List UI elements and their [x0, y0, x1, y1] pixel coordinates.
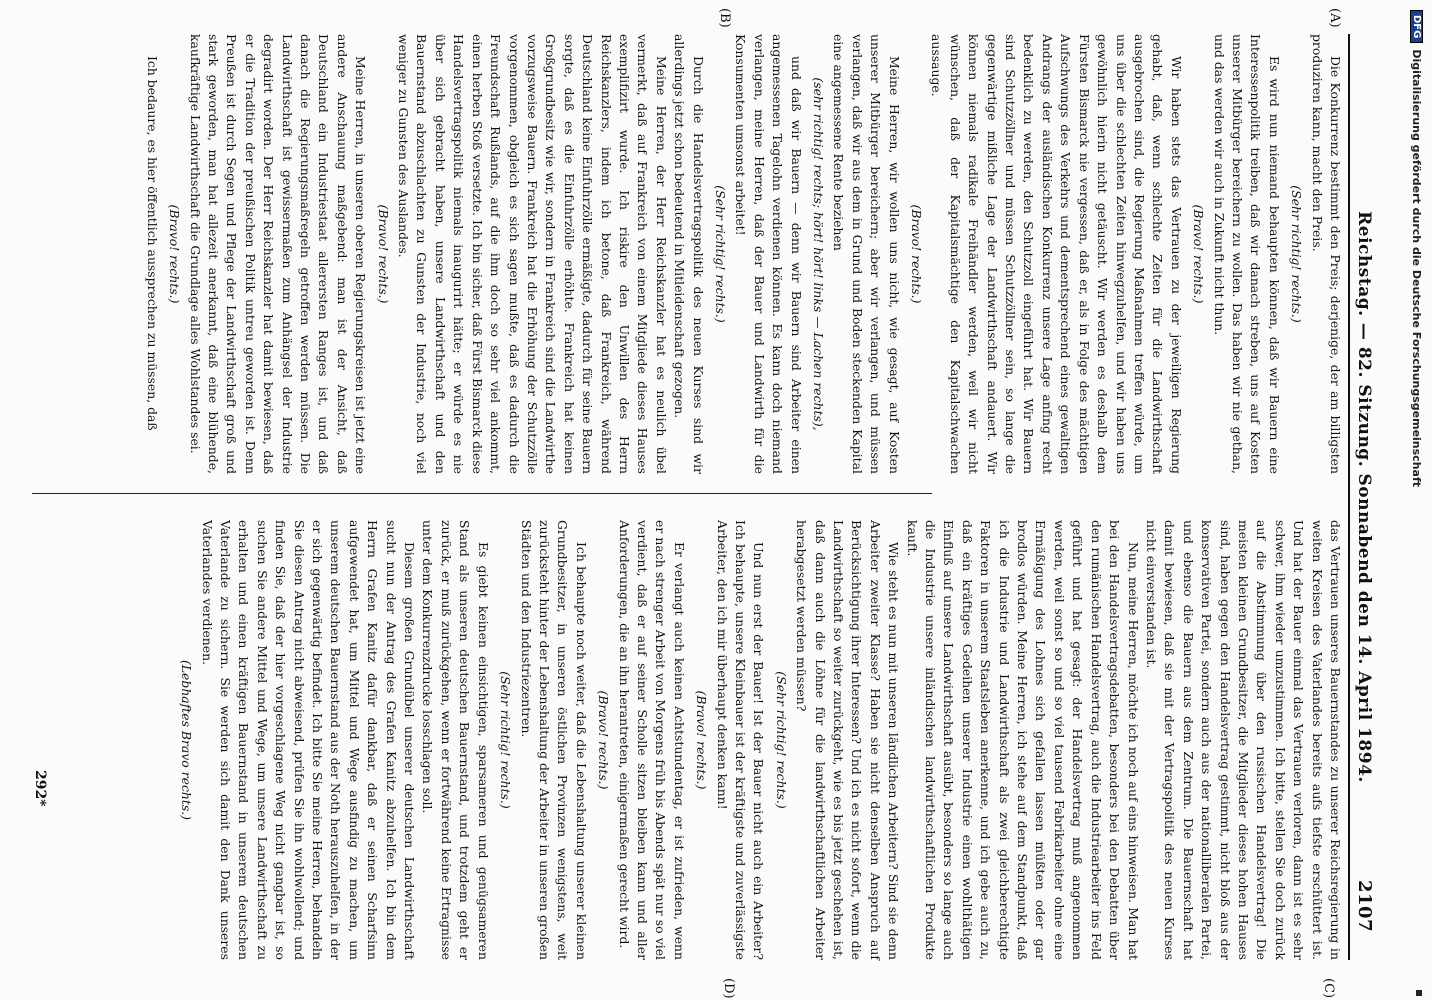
page-number: 2107 — [1354, 880, 1375, 933]
left-column — [142, 34, 1344, 474]
margin-mark-d: (D) — [721, 978, 736, 999]
interjection: (Sehr richtig! rechts.) — [1289, 185, 1305, 323]
credit-text: Digitalisierung gefördert durch die Deutsche Forschungsgemeinschaft — [1410, 49, 1424, 488]
right-column-paragraph: Diesem großen Grundübel unserer deutschen Landwirthschaft sucht nun der Antrag des Grafen Kanitz abzuhelfen. Ich bin dem Herrn Grafen Kanitz dafür dankbar, daß er seinen Scharfsinn aufgewendet hat, um Mittel und Wege ausfindig zu machen, um unserem deutschen Bauernstand aus der Noth herauszuhelfen, in der er sich gegenwärtig befindet. Ich bitte Sie meine Herren, behandeln Sie diesen Antrag nicht abweisend, prüfen Sie ihn wohlwollend; und finden Sie, daß der hier vorgeschlagene Weg nicht gangbar ist, so suchen Sie andere Mittel und Wege, um unsere Landwirthschaft zu erhalten und einen kräftigen Bauernstand in unserem deutschen Vaterlande zu sichern. Sie werden sich damit den Dank unseres Vaterlandes verdienen. — [199, 520, 418, 960]
interjection: (Bravo! rechts.) — [1191, 204, 1207, 304]
interjection: (Bravo! rechts.) — [375, 204, 391, 304]
right-column-paragraph: Er verlangt auch keinen Achtstundentag, er ist zufrieden, wenn er nach strenger Arbeit von Morgens früh bis Abends spät nur so viel verdient, daß er auf seiner Scholle sitzen bleiben kann und aller Anforderungen, die an ihn herantreten, einigermaßen gerecht wird. — [616, 520, 687, 960]
right-column-paragraph: Und nun erst der Bauer! Ist der Bauer nicht auch ein Arbeiter? Ich behaupte, unsere Kleinbauer ist der kräftigste und zuverlässigste Arbeiter, den ich mir überhaupt denken kann! — [714, 520, 767, 960]
interjection: (Bravo! rechts.) — [167, 204, 183, 304]
left-column-paragraph: Meine Herren, der Herr Reichskanzler hat es neulich übel vermerkt, daß auf Frankreich von einem Mitgliede dieses Hauses exemplifizirt wurde. Ich riskire den Unwillen des Herrn Reichskanzlers, indem ich betone, daß Frankreich, während Deutschland keine Einfuhrzölle ermäßigte, dadurch für seine Bauern sorgte, daß es die Einfuhrzölle erhöhte. Frankreich hat keinen Großgrundbesitz wie wir, sondern in Frankreich sind die Landwirthe vorzugsweise Bauern. Frankreich hat die Erhöhung der Schutzzölle vorgenommen, obgleich es sich sagen mußte, daß es dadurch die Freundschaft Rußlands, auf die ihm doch so sehr viel ankommt, einen herben Stoß versetzte. Ich bin sicher, daß Fürst Bismarck diese Handelsvertragspolitik niemals inaugurirt hätte; er würde es nie über sich gebracht haben, unsere Landwirthschaft und den Bauernstand abzuschlachten zu Gunsten der Industrie, noch viel weniger zu Gunsten des Auslandes. — [396, 34, 669, 474]
sheet-number: 292* — [32, 770, 48, 807]
dfg-logo: DFG — [1411, 10, 1424, 43]
interjection: (Bravo! rechts.) — [909, 204, 925, 304]
right-column — [173, 520, 1344, 960]
left-column-paragraph: Wir haben stets das Vertrauen zu der jeweiligen Regierung gehabt, daß, wenn schlechte Zeiten für die Landwirthschaft ausgebrochen sind, die Regierung Maßnahmen treffen würde, um uns über die schlechten Zeiten hinwegzuhelfen, und wir haben uns gewöhnlich hierin nicht getäuscht. Wir werden es deshalb dem Fürsten Bismarck nie vergessen, daß er, als in Folge des mächtigen Aufschwungs des Verkehrs und dementsprechend eines gewaltigen Andrangs der ausländischen Konkurrenz unsere Lage anfing recht bedenklich zu werden, den Schutzzoll eingeführt hat. Wir Bauern sind Schutzzöllner und müssen Schutzzöllner sein, so lange die gegenwärtige mißliche Lage der Landwirthschaft andauert. Wir können niemals radikale Freihändler werden, weil wir nicht wünschen, daß der Kapitalsmächtige den Kapitalschwachen aussauge. — [929, 34, 1184, 474]
right-column-paragraph: Nun, meine Herren, möchte ich noch auf eins hinweisen. Man hat bei den Handelsvertragsdebatten, besonders bei den Debatten über den rumänischen Handelsvertrag, auch die Industriearbeiter ins Feld geführt und hat gesagt: der Handelsvertrag muß angenommen werden, weil sonst so und so viel tausend Fabrikarbeiter ohne eine Ermäßigung des Lohnes sich gefallen lassen müßten oder gar brodlos würden. Meine Herren, ich stehe auf dem Standpunkt, daß ich die Industrie und Landwirthschaft als zwei gleichberechtigte Faktoren in unserem Staatsleben anerkenne, und ich gebe auch zu, daß ein kräftiges Gedeihen unserer Industrie einen wohlthätigen Einfluß auf unsere Landwirthschaft ausübt, besonders so lange auch die Industrie unsere inländischen landwirthschaftlichen Produkte kauft. — [904, 520, 1141, 960]
left-column-paragraph: Meine Herren, in unseren oberen Regierungskreisen ist jetzt eine andere Anschauung maßgebend: man ist der Ansicht, daß Deutschland ein Industriestaat allerersten Ranges ist, und daß danach die Regierungsmaßregeln getroffen werden müssen. Die Landwirthschaft ist gewissermaßen zum Anhängsel der Industrie degradirt worden. Der Herr Reichskanzler hat damit bewiesen, daß er die Tradition der preußischen Politik untreu geworden ist. Denn Preußen ist durch Segen und Pflege der Landwirthschaft groß und stark geworden, man hat allezeit anerkannt, daß eine blühende, kaufkräftige Landwirthschaft die Grundlage alles Wohlstandes sei. — [187, 34, 369, 474]
left-column-paragraph: Meine Herren, wir wollen uns nicht, wie gesagt, auf Kosten unserer Mitbürger bereichern; aber wir verlangen, und müssen verlangen, daß wir aus dem in Grund und Boden steckenden Kapital eine angemessene Rente beziehen — [831, 34, 902, 474]
running-head: Reichstag. — 82. Sitzung. Sonnabend den 14. April 1894. — [1354, 211, 1374, 783]
running-header — [1348, 34, 1392, 960]
interjection: (Lebhaftes Bravo rechts.) — [179, 660, 195, 820]
right-column-paragraph: das Vertrauen unseres Bauernstandes zu unserer Reichsregierung in weiten Kreisen des Vaterlandes bereits aufs tiefste erschüttert ist. Und hat der Bauer einmal das Vertrauen verloren, dann ist es sehr schwer, ihm wieder umzustimmen. Ich bitte, stellen Sie doch zurück auf die Abstimmung über den russischen Handelsvertrag! Die meisten kleinen Grundbesitzer, die Mitglieder dieses hohen Hauses sind, haben gegen den Handelsvertrag gestimmt, nicht bloß aus der konservativen Partei, sondern auch aus der nationalliberalen Partei, und ebenso die Bauern aus dem Zentrum. Die Bauernschaft hat damit bewiesen, daß sie mit der Vertragspolitik des neuen Kurses nicht einverstanden ist. — [1143, 520, 1343, 960]
right-column-paragraph: Ich behaupte noch weiter, daß die Lebenshaltung unserer kleinen Grundbesitzer, in unseren östlichen Provinzen wenigstens, weit zurücksteht hinter der Lebenshaltung der Arbeiter in unseren großen Städten und den Industriezentren. — [518, 520, 589, 960]
margin-mark-c: (C) — [1321, 978, 1336, 999]
credit-line — [1402, 0, 1432, 1000]
left-column-paragraph: und daß wir Bauern — denn wir Bauern sind Arbeiter einen angemessenen Tagelohn verdienen können. Es kann doch niemand verlangen, meine Herren, daß der Bauer und Landwirth für die Konsumenten umsonst arbeitet! — [733, 34, 804, 474]
left-column-paragraph: Ich bedaure, es hier öffentlich aussprechen zu müssen, daß — [144, 56, 160, 431]
margin-mark-b: (B) — [717, 8, 732, 28]
interjection: (Sehr richtig! rechts.) — [713, 185, 728, 323]
left-column-paragraph: Es wird nun niemand behaupten können, daß wir Bauern eine Interessenpolitik treiben, daß wir danach streben, uns auf Kosten unserer Mitbürger bereichern zu wollen. Das haben wir nie gethan, und das werden wir auch in Zukunft nicht thun. — [1211, 34, 1282, 474]
right-column-paragraph: Wie steht es nun mit unseren ländlichen Arbeitern? Sind sie denn Arbeiter zweiter Klasse? Haben sie nicht denselben Anspruch auf Berücksichtigung ihrer Interessen? Und ich es nicht sofort, wenn die Landwirthschaft so weiter zurückgeht, wie es bis jetzt geschehen ist, daß dann auch die Löhne für die landwirthschaftlichen Arbeiter herabgesetzt werden müssen? — [794, 520, 902, 960]
left-column-paragraph: Die Konkurrenz bestimmt den Preis; derjenige, der am billigsten produziren kann, macht den Preis. — [1309, 34, 1343, 474]
interjection: (Sehr richtig! rechts.) — [773, 671, 789, 809]
left-column-paragraph: Durch die Handelsvertragspolitik des neuen Kurses sind wir allerdings jetzt schon bedeutend in Mitleidenschaft gezogen. — [672, 34, 706, 474]
interjection: (sehr richtig! rechts; hört! hört! links — Lachen rechts), — [811, 77, 827, 431]
margin-mark-a: (A) — [1327, 8, 1342, 28]
scan-mark — [1416, 990, 1422, 996]
interjection: (Bravo! rechts.) — [694, 690, 710, 790]
digitization-credit — [1402, 0, 1432, 1000]
right-column-paragraph: Es giebt keinen einsichtigen, sparsameren und genügsameren Stand als unseren deutschen Bauernstand, und trotzdem geht er zurück, er muß zurückgehen, wenn er fortwährend keine Ertragnisse unter dem Konkurrenzdrucke losschlagen soll. — [420, 520, 491, 960]
column-divider — [32, 493, 932, 494]
interjection: (Sehr richtig! rechts.) — [498, 671, 514, 809]
interjection: (Bravo! rechts.) — [596, 690, 612, 790]
